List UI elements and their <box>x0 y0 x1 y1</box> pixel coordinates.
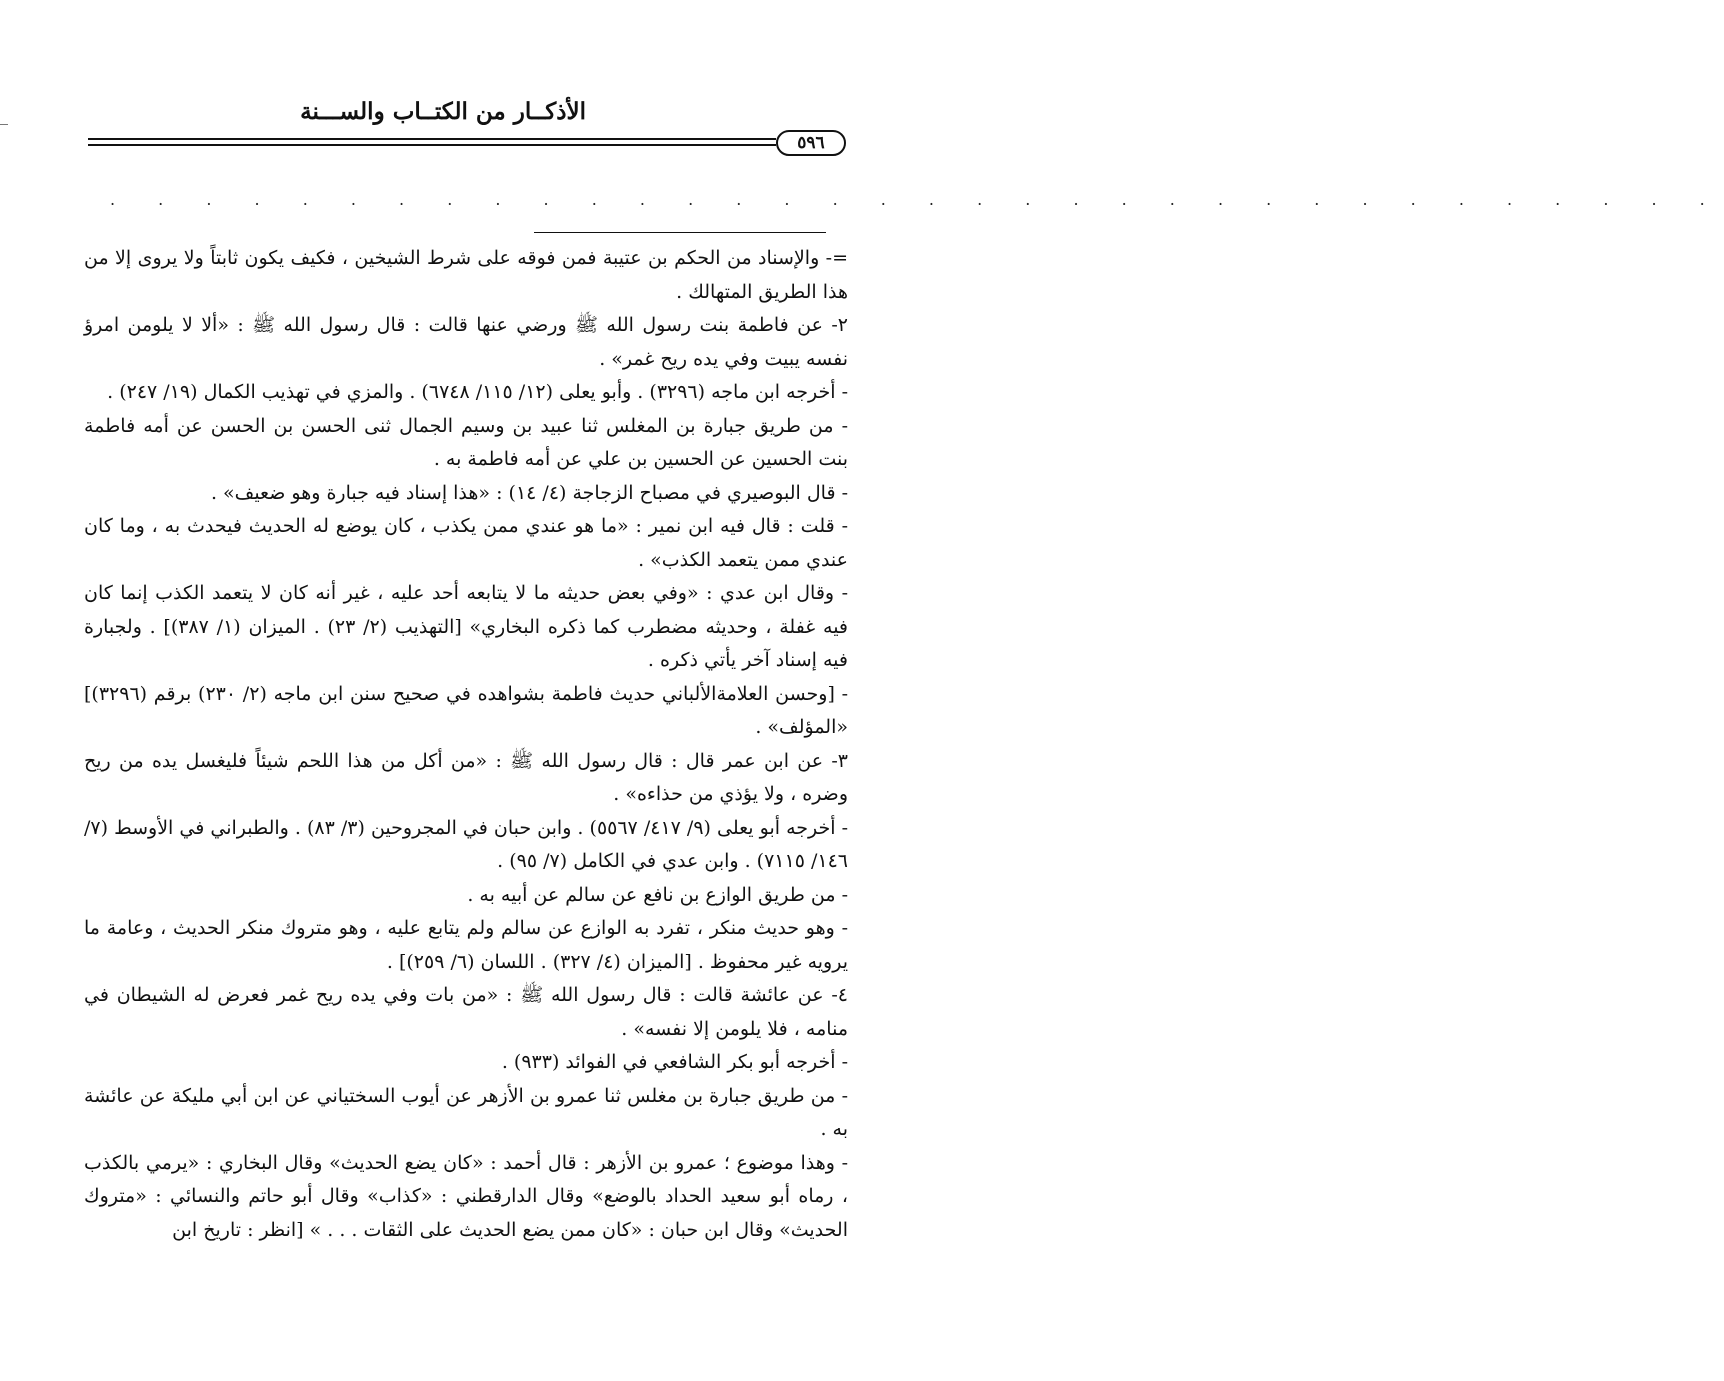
paragraph: - قال البوصيري في مصباح الزجاجة (٤/ ١٤) : «هذا إسناد فيه جبارة وهو ضعيف» . <box>210 481 848 504</box>
running-title: الأذكــار من الكتــاب والســـنة <box>300 98 586 125</box>
paragraph: - أخرجه ابن ماجه (٣٢٩٦) . وأبو يعلى (١٢/ ١١٥/ ٦٧٤٨) . والمزي في تهذيب الكمال (١٩/ ٢٤٧) . <box>107 381 848 403</box>
page-number: ٥٩٦ <box>776 130 846 156</box>
paragraph: ٣- عن ابن عمر قال : قال رسول الله ﷺ : «من أكل من هذا اللحم شيئاً فليغسل يده من ريح وضره ، ولا يؤذي من حذاءه» . <box>84 749 848 805</box>
paragraph: - وهذا موضوع ؛ عمرو بن الأزهر : قال أحمد : «كان يضع الحديث» وقال البخاري : «يرمي بالكذب ، رماه أبو سعيد الحداد بالوضع» وقال الدارقطني : «كذاب» وقال أبو حاتم والنسائي : «متروك الحديث» وقال ابن حبان : «كان ممن يضع الحديث على الثقات . . . » [انظر : تاريخ ابن <box>84 1151 848 1241</box>
paragraph: - من طريق الوازع بن نافع عن سالم عن أبيه به . <box>467 883 848 906</box>
paragraph: ٤- عن عائشة قالت : قال رسول الله ﷺ : «من بات وفي يده ريح غمر فعرض له الشيطان في منامه ، فلا يلومن إلا نفسه» . <box>84 984 848 1040</box>
paragraph: - [وحسن العلامةالألباني حديث فاطمة بشواهده في صحيح سنن ابن ماجه (٢/ ٢٣٠) برقم (٣٢٩٦)] «المؤلف» . <box>84 682 849 738</box>
header-rule <box>88 138 776 140</box>
paragraph: - من طريق جبارة بن المغلس ثنا عبيد بن وسيم الجمال ثنى الحسن بن الحسن عن أمه فاطمة بنت الحسين عن الحسين بن علي عن أمه فاطمة به . <box>84 414 848 470</box>
paragraph: - وقال ابن عدي : «وفي بعض حديثه ما لا يتابعه أحد عليه ، غير أنه كان لا يتعمد الكذب إنما كان فيه غفلة ، وحديثه مضطرب كما ذكره البخاري» [التهذيب (٢/ ٢٣) . الميزان (١/ ٣٨٧)] . ولجبارة فيه إسناد آخر يأتي ذكره . <box>84 582 849 671</box>
paragraph: ٢- عن فاطمة بنت رسول الله ﷺ ورضي عنها قالت : قال رسول الله ﷺ : «ألا لا يلومن امرؤ نفسه يبيت وفي يده ريح غمر» . <box>84 314 848 370</box>
page-header <box>88 94 846 154</box>
paragraph: - وهو حديث منكر ، تفرد به الوازع عن سالم ولم يتابع عليه ، وهو متروك منكر الحديث ، وعامة ما يرويه غير محفوظ . [الميزان (٤/ ٣٢٧) . اللسان (٦/ ٢٥٩)] . <box>84 917 848 973</box>
header-rule <box>88 144 776 146</box>
footnote-text <box>84 242 848 1247</box>
paragraph: - أخرجه أبو يعلى (٩/ ٤١٧/ ٥٥٦٧) . وابن حبان في المجروحين (٣/ ٨٣) . والطبراني في الأوسط (٧/ ١٤٦/ ٧١١٥) . وابن عدي في الكامل (٧/ ٩٥) . <box>84 816 848 872</box>
paragraph: =- والإسناد من الحكم بن عتيبة فمن فوقه على شرط الشيخين ، فكيف يكون ثابتاً ولا يروى إلا من هذا الطريق المتهالك . <box>84 247 848 303</box>
paragraph: - قلت : قال فيه ابن نمير : «ما هو عندي ممن يكذب ، كان يوضع له الحديث فيحدث به ، وما كان عندي ممن يتعمد الكذب» . <box>84 515 848 571</box>
paragraph: - من طريق جبارة بن مغلس ثنا عمرو بن الأزهر عن أيوب السختياني عن ابن أبي مليكة عن عائشة به . <box>84 1084 848 1140</box>
dotted-separator: . . . . . . . . . . . . . . . . . . . . . . . . . . . . . . . . . . <box>110 190 1724 209</box>
margin-mark <box>0 124 8 125</box>
footnote-rule <box>534 232 826 233</box>
paragraph: - أخرجه أبو بكر الشافعي في الفوائد (٩٣٣) . <box>501 1051 848 1073</box>
